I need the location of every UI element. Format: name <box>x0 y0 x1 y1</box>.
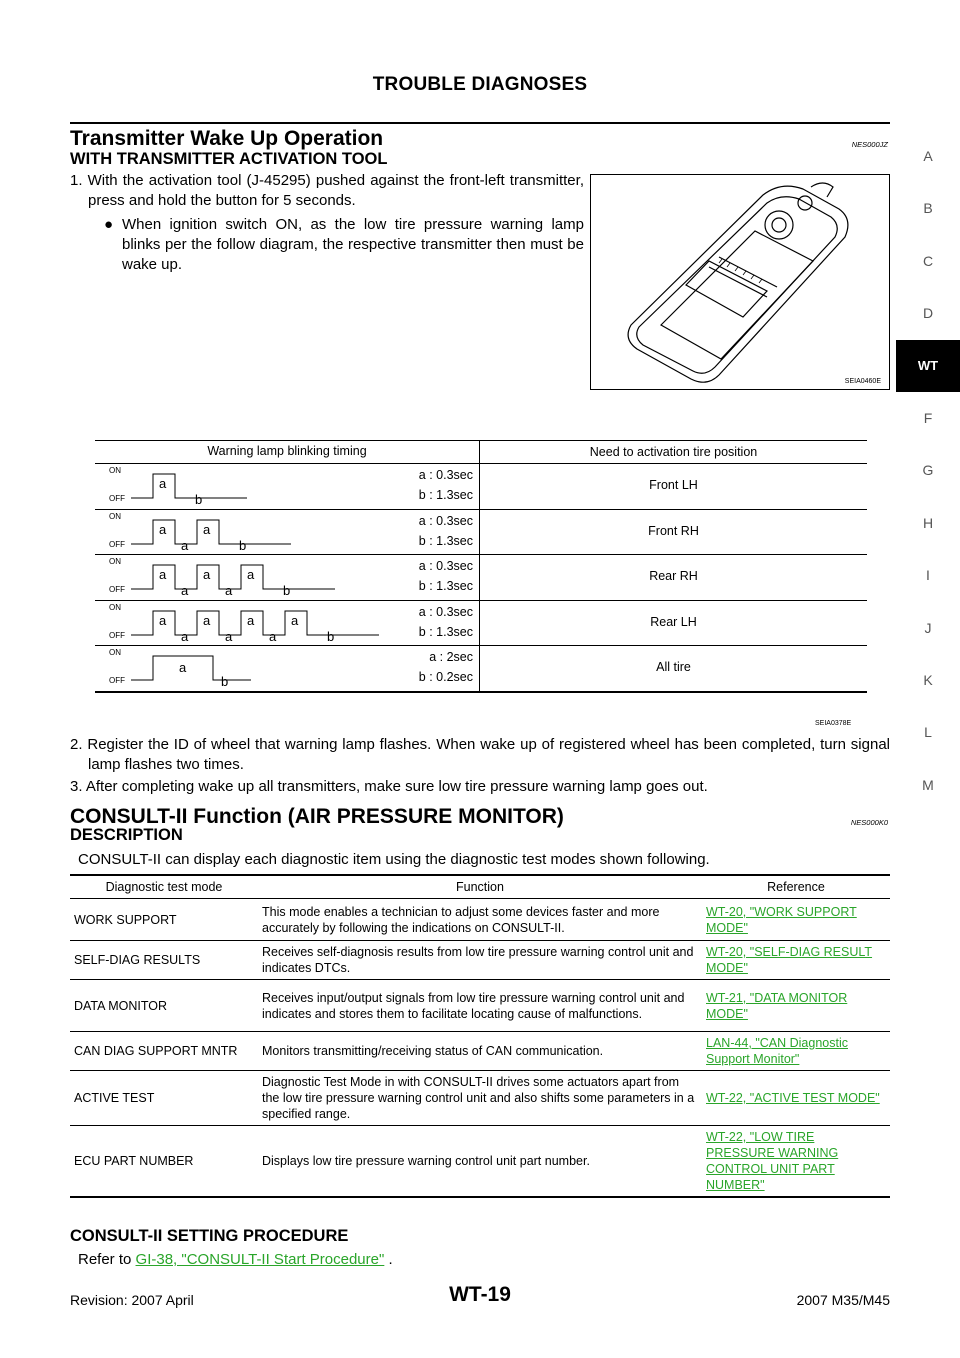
section-tab-h[interactable]: H <box>922 514 934 531</box>
on-label: ON <box>109 648 121 658</box>
section-tab-b[interactable]: B <box>923 200 933 217</box>
svg-text:b: b <box>195 492 203 507</box>
svg-text:a: a <box>203 567 211 583</box>
section-index-tabs <box>896 130 960 811</box>
waveform <box>131 646 431 692</box>
table-header-function: Function <box>258 875 702 899</box>
svg-text:a: a <box>203 521 211 537</box>
timing-figure-code: SEIA0378E <box>815 720 852 727</box>
mode-cell: ACTIVE TEST <box>70 1071 258 1126</box>
table-header-row <box>70 875 890 899</box>
mode-cell: ECU PART NUMBER <box>70 1126 258 1198</box>
timing-a-value: a : 0.3sec <box>418 468 473 482</box>
step-1 <box>70 171 584 275</box>
table-row <box>70 899 890 941</box>
tire-position: All tire <box>656 660 691 675</box>
mode-cell: CAN DIAG SUPPORT MNTR <box>70 1032 258 1071</box>
svg-text:b: b <box>221 674 229 690</box>
timing-a-value: a : 0.3sec <box>418 513 473 528</box>
activation-tool-icon <box>591 175 889 389</box>
footer-revision: Revision: 2007 April <box>70 1292 194 1308</box>
svg-text:b: b <box>239 537 247 553</box>
section2-code: NES000K0 <box>850 818 888 827</box>
reference-cell[interactable] <box>702 1032 890 1071</box>
table-row <box>70 941 890 980</box>
reference-cell[interactable] <box>702 980 890 1032</box>
position-col-header: Need to activation tire position <box>589 445 758 459</box>
mode-cell: WORK SUPPORT <box>70 899 258 941</box>
reference-cell[interactable] <box>702 899 890 941</box>
timing-b-value: b : 1.3sec <box>418 579 473 594</box>
setting-procedure-heading: CONSULT-II SETTING PROCEDURE <box>70 1227 349 1245</box>
reference-link[interactable]: WT-21, "DATA MONITOR MODE" <box>706 990 848 1021</box>
tire-position: Rear RH <box>649 569 698 584</box>
header-rule <box>70 122 890 124</box>
section-tab-d[interactable]: D <box>922 305 934 322</box>
tire-position: Front LH <box>649 478 698 492</box>
off-label: OFF <box>109 539 125 549</box>
svg-text:a: a <box>159 567 167 583</box>
timing-b-value: b : 1.3sec <box>418 624 473 639</box>
function-cell: Receives input/output signals from low tire pressure warning control unit and indicates and stores them to facilitate locating cause of malfunctions. <box>258 980 702 1032</box>
off-label: OFF <box>109 494 125 503</box>
reference-cell[interactable] <box>702 1126 890 1198</box>
table-row <box>70 1126 890 1198</box>
activation-tool-figure <box>590 174 890 390</box>
reference-link[interactable]: LAN-44, "CAN Diagnostic Support Monitor" <box>706 1036 848 1066</box>
timing-a-value: a : 0.3sec <box>418 604 473 619</box>
page-header-title: TROUBLE DIAGNOSES <box>372 74 588 95</box>
reference-cell[interactable] <box>702 1071 890 1126</box>
function-cell: Displays low tire pressure warning control unit part number. <box>258 1126 702 1198</box>
step-1-bullet-text: When ignition switch ON, as the low tire pressure warning lamp blinks per the follow diagram, the respective transmitter then must be wake up. <box>122 216 584 273</box>
refer-prefix: Refer to <box>78 1251 132 1268</box>
section-tab-c[interactable]: C <box>922 252 934 269</box>
svg-text:a: a <box>203 612 211 628</box>
section-tab-l[interactable]: L <box>924 724 932 741</box>
svg-text:b: b <box>283 583 291 599</box>
section-tab-m[interactable]: M <box>922 776 934 793</box>
tire-position: Rear LH <box>650 614 697 629</box>
reference-link[interactable]: WT-22, "LOW TIRE PRESSURE WARNING CONTROL UNIT PART NUMBER" <box>706 1130 839 1192</box>
on-label: ON <box>109 602 121 612</box>
waveform <box>131 555 431 601</box>
timing-row <box>95 601 867 647</box>
section-code: NES000JZ <box>851 140 888 149</box>
mode-cell: DATA MONITOR <box>70 980 258 1032</box>
function-cell: Diagnostic Test Mode in with CONSULT-II drives some actuators apart from the low tire pressure warning control unit and also shifts some parameters in a specified range. <box>258 1071 702 1126</box>
step-3-text: 3. After completing wake up all transmitters, make sure low tire pressure warning lamp goes out. <box>70 778 708 795</box>
section-tab-a[interactable]: A <box>923 148 933 164</box>
on-label: ON <box>109 466 121 475</box>
table-row <box>70 980 890 1032</box>
svg-text:a: a <box>181 583 189 599</box>
timing-row <box>95 464 867 510</box>
reference-link[interactable]: WT-22, "ACTIVE TEST MODE" <box>706 1091 880 1105</box>
timing-row <box>95 555 867 601</box>
diagnostic-modes-table <box>70 874 890 1198</box>
footer-page-number: WT-19 <box>449 1283 511 1306</box>
function-cell: Monitors transmitting/receiving status of CAN communication. <box>258 1032 702 1071</box>
svg-text:a: a <box>159 612 167 628</box>
svg-text:a: a <box>225 628 233 644</box>
description-text: CONSULT-II can display each diagnostic item using the diagnostic test modes shown following. <box>78 851 710 868</box>
table-row <box>70 1071 890 1126</box>
section-title-transmitter-wakeup: Transmitter Wake Up Operation <box>70 127 384 150</box>
refer-line <box>78 1250 393 1270</box>
function-cell: This mode enables a technician to adjust some devices faster and more accurately by following the indications on CONSULT-II. <box>258 899 702 941</box>
section-title-consult: CONSULT-II Function (AIR PRESSURE MONITOR) <box>70 805 564 828</box>
waveform <box>131 510 431 556</box>
off-label: OFF <box>109 630 125 640</box>
on-label: ON <box>109 511 121 521</box>
waveform <box>131 601 431 647</box>
consult-start-procedure-link[interactable]: GI-38, "CONSULT-II Start Procedure" <box>135 1251 385 1268</box>
timing-row <box>95 510 867 556</box>
table-row <box>70 1032 890 1071</box>
step-1-bullet <box>70 215 584 275</box>
section-tab-j[interactable]: J <box>924 619 932 636</box>
subsection-title-activation-tool: WITH TRANSMITTER ACTIVATION TOOL <box>70 150 388 168</box>
reference-link[interactable]: WT-20, "WORK SUPPORT MODE" <box>706 904 857 935</box>
svg-text:a: a <box>159 476 167 491</box>
off-label: OFF <box>109 585 125 595</box>
section-tab-g[interactable]: G <box>922 462 934 479</box>
timing-b-value: b : 1.3sec <box>418 488 473 502</box>
table-header-mode: Diagnostic test mode <box>70 875 258 899</box>
svg-text:a: a <box>225 583 233 599</box>
off-label: OFF <box>109 676 125 686</box>
svg-text:a: a <box>247 567 255 583</box>
step-1-text: 1. With the activation tool (J-45295) pushed against the front-left transmitter, press and hold the button for 5 seconds. <box>70 172 584 209</box>
timing-row <box>95 646 867 692</box>
timing-a-value: a : 0.3sec <box>418 559 473 574</box>
step-2 <box>70 735 890 775</box>
timing-col-header: Warning lamp blinking timing <box>207 444 367 458</box>
tool-figure-code: SEIA0460E <box>844 378 881 385</box>
timing-b-value: b : 0.2sec <box>418 670 473 685</box>
svg-text:b: b <box>327 628 335 644</box>
timing-b-value: b : 1.3sec <box>418 533 473 548</box>
step-3 <box>70 777 890 797</box>
svg-text:a: a <box>181 537 189 553</box>
on-label: ON <box>109 557 121 567</box>
svg-text:a: a <box>247 612 255 628</box>
blinking-timing-figure <box>95 440 867 692</box>
step-2-text: 2. Register the ID of wheel that warning lamp flashes. When wake up of registered wheel has been completed, turn signal lamp flashes two times. <box>70 736 890 773</box>
section-tab-f[interactable]: F <box>923 409 933 426</box>
svg-text:a: a <box>179 660 187 676</box>
reference-cell[interactable] <box>702 941 890 980</box>
reference-link[interactable]: WT-20, "SELF-DIAG RESULT MODE" <box>706 945 873 975</box>
section-tab-k[interactable]: K <box>923 671 933 688</box>
section-tab-i[interactable]: I <box>926 567 930 584</box>
timing-a-value: a : 2sec <box>429 650 473 665</box>
function-cell: Receives self-diagnosis results from low tire pressure warning control unit and indicates DTCs. <box>258 941 702 980</box>
bullet-icon: ● <box>104 216 114 233</box>
tire-position: Front RH <box>648 523 699 538</box>
section-tab-wt[interactable]: WT <box>896 340 960 392</box>
description-heading: DESCRIPTION <box>70 826 183 844</box>
svg-text:a: a <box>181 628 189 644</box>
mode-cell: SELF-DIAG RESULTS <box>70 941 258 980</box>
footer-model: 2007 M35/M45 <box>796 1292 890 1308</box>
refer-suffix: . <box>388 1251 393 1268</box>
svg-text:a: a <box>159 521 167 537</box>
table-header-reference: Reference <box>702 875 890 899</box>
waveform <box>131 464 431 510</box>
svg-text:a: a <box>291 612 299 628</box>
svg-text:a: a <box>269 628 277 644</box>
